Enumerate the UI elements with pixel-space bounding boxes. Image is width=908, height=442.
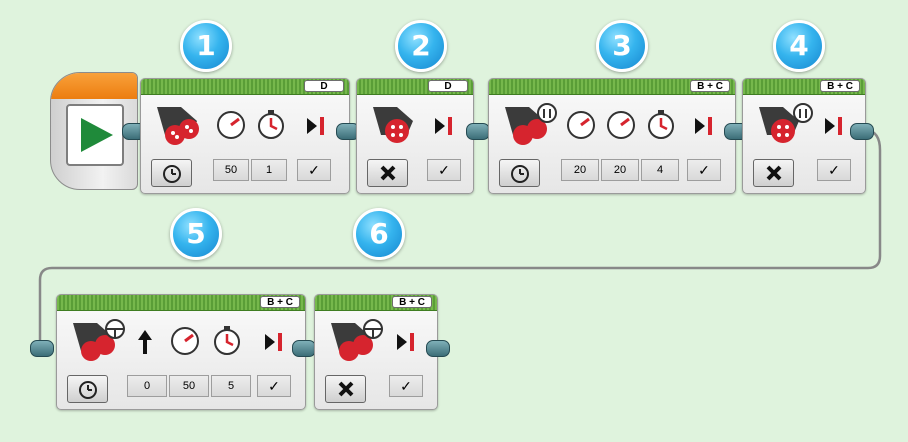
mode-selector[interactable] [151,159,192,187]
block-1-medium-motor[interactable] [140,78,350,194]
timer-icon [255,109,287,141]
seconds-input[interactable]: 1 [251,159,287,181]
power-gauge-icon [169,325,201,357]
power-gauge-icon [605,109,637,141]
brake-at-end-toggle[interactable]: ✓ [687,159,721,181]
brake-icon [693,115,715,137]
seconds-input[interactable]: 4 [641,159,679,181]
brake-icon [263,331,285,353]
timed-mode-icon [77,378,99,400]
steering-icon [325,317,387,365]
stop-icon [378,163,398,183]
mode-selector[interactable] [499,159,540,187]
port-label[interactable]: D [428,80,468,92]
brake-icon [823,115,845,137]
seconds-input[interactable]: 5 [211,375,251,397]
port-label[interactable]: B + C [392,296,432,308]
block-5-input-plug[interactable] [30,340,54,357]
brake-icon [305,115,327,137]
brake-at-end-toggle[interactable]: ✓ [817,159,851,181]
stop-icon [764,163,784,183]
block-2-medium-motor-off[interactable] [356,78,474,194]
power-input[interactable]: 50 [213,159,249,181]
timer-icon [645,109,677,141]
brake-at-end-toggle[interactable]: ✓ [297,159,331,181]
power-input[interactable]: 50 [169,375,209,397]
step-badge-1: 1 [180,20,232,72]
port-label[interactable]: B + C [260,296,300,308]
steering-input[interactable]: 0 [127,375,167,397]
step-badge-3: 3 [596,20,648,72]
tank-icon [499,101,561,149]
brake-at-end-toggle[interactable]: ✓ [389,375,423,397]
block-5-steering[interactable] [56,294,306,410]
block-3-tank[interactable] [488,78,736,194]
timed-mode-icon [509,162,531,184]
block-2-output-plug[interactable] [466,123,490,140]
step-badge-5: 5 [170,208,222,260]
mode-selector[interactable] [325,375,366,403]
medium-motor-icon [367,101,423,149]
step-badge-6: 6 [353,208,405,260]
port-label[interactable]: B + C [690,80,730,92]
stop-icon [336,379,356,399]
right-power-input[interactable]: 20 [601,159,639,181]
arrow-up-icon [137,329,153,355]
block-6-output-plug[interactable] [426,340,450,357]
power-gauge-icon [215,109,247,141]
block-5-output-plug[interactable] [292,340,316,357]
brake-at-end-toggle[interactable]: ✓ [257,375,291,397]
port-label[interactable]: D [304,80,344,92]
mode-selector[interactable] [367,159,408,187]
step-badge-4: 4 [773,20,825,72]
timed-mode-icon [161,162,183,184]
port-label[interactable]: B + C [820,80,860,92]
brake-at-end-toggle[interactable]: ✓ [427,159,461,181]
power-gauge-icon [565,109,597,141]
mode-selector[interactable] [67,375,108,403]
brake-icon [433,115,455,137]
timer-icon [211,325,243,357]
step-badge-2: 2 [395,20,447,72]
block-6-steering-off[interactable] [314,294,438,410]
steering-icon [67,317,129,365]
left-power-input[interactable]: 20 [561,159,599,181]
mode-selector[interactable] [753,159,794,187]
medium-motor-icon [151,101,207,149]
tank-icon [753,101,815,149]
block-4-tank-off[interactable] [742,78,866,194]
play-icon[interactable] [77,116,115,154]
brake-icon [395,331,417,353]
block-4-output-plug[interactable] [850,123,874,140]
